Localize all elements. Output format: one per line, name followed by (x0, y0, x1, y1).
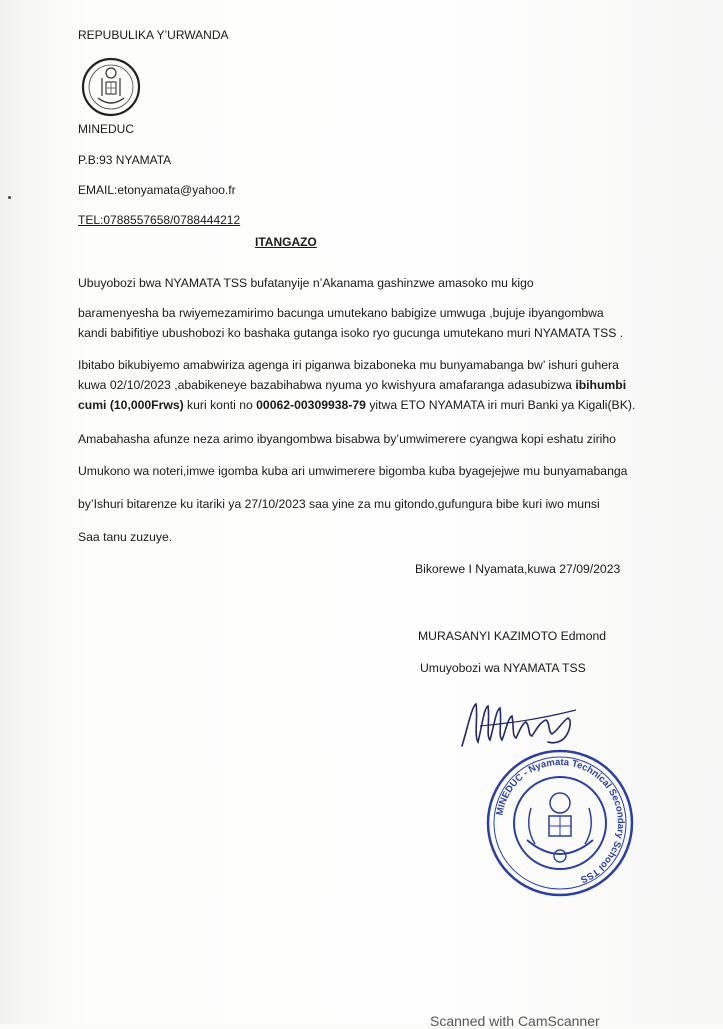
body-line-2: baramenyesha ba rwiyemezamirimo bacunga umutekano babigize umwuga ,bujuje ibyangombwa (78, 306, 604, 320)
scan-speck (8, 196, 11, 199)
body-line-5 (78, 378, 626, 393)
body-line-6-text: kuri konti no (183, 398, 257, 412)
body-amount-figure: cumi (10,000Frws) (78, 398, 184, 412)
handwritten-signature-icon (458, 696, 588, 756)
body-amount-words: ibihumbi (575, 378, 627, 392)
body-line-6-bank: yitwa ETO NYAMATA iri muri Banki ya Kigali(BK). (365, 398, 636, 412)
notice-title: ITANGAZO (255, 235, 317, 249)
body-line-9: by’Ishuri bitarenze ku itariki ya 27/10/2023 saa yine za mu gitondo,gufungura bibe kuri iwo munsi (78, 497, 600, 511)
school-stamp-icon (485, 748, 635, 898)
rwanda-emblem-icon (80, 56, 142, 118)
body-line-5-text: kuwa 02/10/2023 ,ababikeneye bazabihabwa nyuma yo kwishyura amafaranga adasubizwa (78, 378, 576, 392)
header-po-box: P.B:93 NYAMATA (78, 153, 172, 167)
signatory-role: Umuyobozi wa NYAMATA TSS (420, 661, 586, 675)
header-email: EMAIL:etonyamata@yahoo.fr (78, 183, 236, 197)
signatory-name: MURASANYI KAZIMOTO Edmond (418, 629, 607, 643)
header-tel: TEL:0788557658/0788444212 (78, 213, 241, 227)
header-ministry: MINEDUC (78, 122, 134, 136)
body-line-10: Saa tanu zuzuye. (78, 530, 173, 544)
body-line-4: Ibitabo bikubiyemo amabwiriza agenga iri piganwa bizaboneka mu bunyamabanga bw’ ishuri guhera (78, 358, 619, 372)
body-line-6 (78, 398, 635, 413)
scanner-watermark: Scanned with CamScanner (430, 1013, 600, 1029)
place-date: Bikorewe I Nyamata,kuwa 27/09/2023 (415, 562, 621, 576)
bank-account-number: 00062-00309938-79 (256, 398, 366, 412)
header-country: REPUBULIKA Y’URWANDA (78, 28, 229, 42)
body-line-1: Ubuyobozi bwa NYAMATA TSS bufatanyije n’Akanama gashinzwe amasoko mu kigo (78, 276, 534, 290)
body-line-8: Umukono wa noteri,imwe igomba kuba ari umwimerere bigomba kuba byagejejwe mu bunyamabanga (78, 464, 628, 478)
body-line-3: kandi babifitiye ubushobozi ko bashaka gutanga isoko ryo gucunga umutekano muri NYAMATA TSS . (78, 326, 624, 340)
body-line-7: Amabahasha afunze neza arimo ibyangombwa bisabwa by’umwimerere cyangwa kopi eshatu ziriho (78, 432, 616, 446)
stamp-ring-text: MINEDUC - Nyamata Technical Secondary School TSS (494, 756, 627, 885)
